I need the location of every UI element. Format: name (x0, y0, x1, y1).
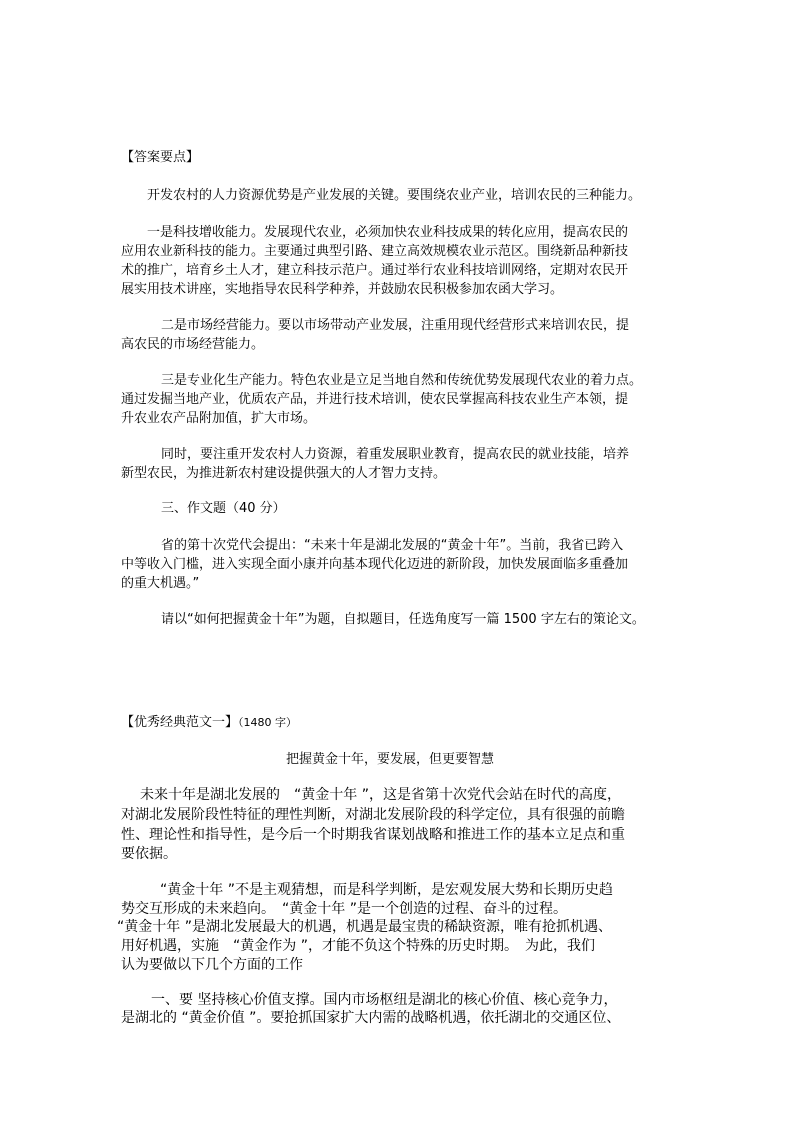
paragraph-line: 认为要做以下几个方面的工作 (121, 957, 303, 973)
paragraph-line: 一、要 坚持核心价值支撑。国内市场枢纽是湖北的核心价值、核心竞争力， (151, 992, 618, 1008)
essay-word-count: （1480 字） (238, 716, 298, 729)
paragraph-line: 新型农民，为推进新农村建设提供强大的人才智力支持。 (121, 466, 447, 481)
paragraph-line: 对湖北发展阶段性特征的理性判断，对湖北发展阶段的科学定位，具有很强的前瞻 (121, 807, 625, 823)
essay-title: 把握黄金十年，要发展，但更要智慧 (286, 752, 495, 767)
answer-heading: 【答案要点】 (121, 150, 200, 165)
paragraph-line: “黄金十年 ”是湖北发展最大的机遇，机遇是最宝贵的稀缺资源，唯有抢抓机遇、 (117, 919, 612, 935)
essay-heading (121, 713, 297, 732)
paragraph-line: 升农业农产品附加值，扩大市场。 (121, 411, 317, 426)
paragraph-line: 术的推广，培育乡土人才，建立科技示范户。通过举行农业科技培训网络，定期对农民开 (121, 263, 629, 278)
paragraph-line: 通过发掘当地产业，优质农产品，并进行技术培训，使农民掌握高科技农业生产本领，提 (121, 392, 629, 407)
paragraph-line: 是湖北的 “黄金价值 ”。要抢抓国家扩大内需的战略机遇，依托湖北的交通区位、 (121, 1010, 621, 1026)
paragraph-line: 用好机遇，实施 “黄金作为 ”，才能不负这个特殊的历史时期。 为此，我们 (121, 938, 595, 954)
answer-intro: 开发农村的人力资源优势是产业发展的关键。要围绕农业产业，培训农民的三种能力。 (147, 188, 642, 203)
paragraph-line: 同时，要注重开发农村人力资源，着重发展职业教育，提高农民的就业技能，培养 (161, 447, 630, 462)
essay-prompt: 请以“如何把握黄金十年”为题，自拟题目，任选角度写一篇 1500 字左右的策论文。 (161, 612, 645, 627)
paragraph-line: “黄金十年 ”不是主观猜想，而是科学判断，是宏观发展大势和长期历史趋 (160, 882, 613, 898)
paragraph-line: 未来十年是湖北发展的 “黄金十年 ”，这是省第十次党代会站在时代的高度， (140, 787, 621, 803)
paragraph-line: 的重大机遇。” (121, 576, 200, 591)
essay-heading-label: 【优秀经典范文一】 (121, 715, 239, 730)
paragraph-line: 高农民的市场经营能力。 (121, 337, 265, 352)
paragraph-line: 展实用技术讲座，实地指导农民科学种养，并鼓励农民积极参加农函大学习。 (121, 282, 564, 297)
paragraph-line: 要依据。 (121, 846, 177, 862)
paragraph-line: 势交互形成的未来趋向。 “黄金十年 ”是一个创造的过程、奋斗的过程。 (121, 901, 567, 917)
essay-question-heading: 三、作文题（40 分） (161, 501, 286, 516)
paragraph-line: 中等收入门槛，进入实现全面小康并向基本现代化迈进的新阶段，加快发展面临多重叠加 (121, 557, 629, 572)
paragraph-line: 省的第十次党代会提出：“未来十年是湖北发展的“黄金十年”。当前，我省已跨入 (161, 538, 624, 553)
paragraph-line: 三是专业化生产能力。特色农业是立足当地自然和传统优势发展现代农业的着力点。 (161, 373, 643, 388)
paragraph-line: 应用农业新科技的能力。主要通过典型引路、建立高效规模农业示范区。围绕新品种新技 (121, 244, 629, 259)
paragraph-line: 性、理论性和指导性，是今后一个时期我省谋划战略和推进工作的基本立足点和重 (121, 827, 625, 843)
paragraph-line: 二是市场经营能力。要以市场带动产业发展，注重用现代经营形式来培训农民，提 (161, 318, 630, 333)
paragraph-line: 一是科技增收能力。发展现代农业，必须加快农业科技成果的转化应用，提高农民的 (147, 225, 629, 240)
